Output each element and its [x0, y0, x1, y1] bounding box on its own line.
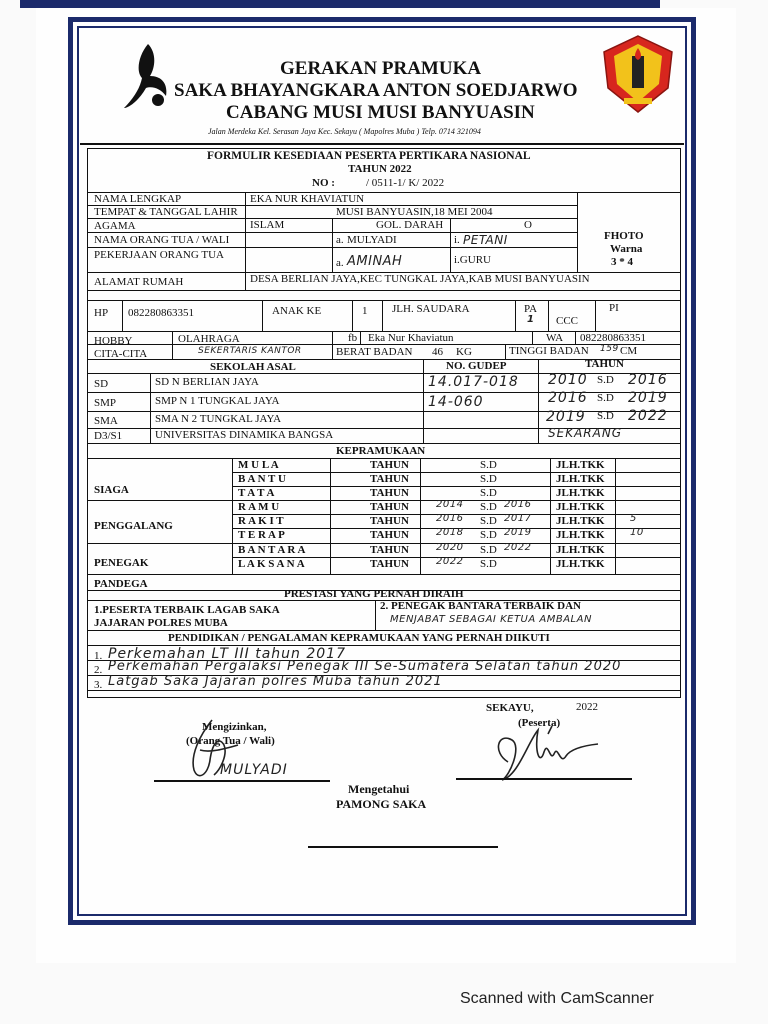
prestasi-item-2-line2: MENJABAT SEBAGAI KETUA AMBALAN [390, 614, 592, 625]
bhayangkara-emblem-icon [602, 34, 674, 114]
rule [87, 630, 681, 631]
prestasi-item-2-line1: 2. PENEGAK BANTARA TERBAIK DAN [380, 600, 581, 612]
value-nama: EKA NUR KHAVIATUN [250, 193, 365, 205]
rule [87, 290, 681, 291]
header-line-3: CABANG MUSI MUSI BANYUASIN [226, 102, 535, 123]
school-sd: S.D [597, 392, 614, 404]
rule [420, 458, 421, 574]
label-pa: PA [524, 303, 538, 315]
value-gol-darah: O [524, 219, 532, 231]
participant-sign-line [456, 778, 632, 780]
ccc: CCC [556, 315, 579, 327]
value-fb: Eka Nur Khaviatun [368, 332, 454, 344]
kep-tkk-label: JLH.TKK [556, 529, 605, 541]
rule [87, 344, 681, 345]
value-ttl: MUSI BANYUASIN,18 MEI 2004 [336, 206, 493, 218]
value-berat: 46 [432, 346, 443, 358]
value-hobby: OLAHRAGA [178, 333, 240, 345]
pendidikan-item: Perkemahan Pergalaksi Penegak III Se-Sumatera Selatan tahun 2020 [108, 659, 622, 674]
rule [375, 600, 376, 630]
school-tahun-header: TAHUN [585, 358, 624, 370]
rule [232, 472, 681, 473]
school-sd: S.D [597, 374, 614, 386]
school-level: SD [94, 378, 109, 390]
group-pandega: PANDEGA [94, 578, 148, 590]
parent-signature [180, 715, 260, 785]
sign-pamong: PAMONG SAKA [336, 797, 427, 811]
value-cita: SEKERTARIS KANTOR [198, 346, 302, 356]
form-title: FORMULIR KESEDIAAN PESERTA PERTIKARA NASIONAL [207, 150, 531, 162]
rule [150, 373, 151, 443]
sign-ortu-name: MULYADI [220, 762, 288, 778]
kep-sd-label: S.D [480, 459, 497, 471]
school-name: SMA N 2 TUNGKAL JAYA [155, 413, 282, 425]
rule [87, 690, 681, 691]
pendidikan-header: PENDIDIKAN / PENGALAMAN KEPRAMUKAAN YANG PERNAH DIIKUTI [168, 632, 550, 644]
kep-sd-label: S.D [480, 529, 497, 541]
rule [330, 458, 331, 574]
kepramukaan-header: KEPRAMUKAAN [336, 445, 426, 457]
value-anak-ke: 1 [362, 305, 368, 317]
school-header: SEKOLAH ASAL [210, 361, 296, 373]
sign-city: SEKAYU, [486, 702, 534, 714]
rule [232, 458, 233, 574]
header-line-2: SAKA BHAYANGKARA ANTON SOEDJARWO [174, 80, 578, 101]
form-no-value: / 0511-1/ K/ 2022 [366, 177, 445, 189]
kep-year-from: 2020 [436, 542, 464, 553]
school-year-from: 2019 [546, 409, 586, 425]
school-gudep-header: NO. GUDEP [446, 360, 507, 372]
label-pi: PI [609, 302, 619, 314]
rule [450, 218, 451, 272]
camscanner-watermark: Scanned with CamScanner [460, 990, 654, 1007]
rule [423, 359, 424, 443]
header-address: Jalan Merdeka Kel. Serasan Jaya Kec. Sekayu ( Mapolres Muba ) Telp. 0714 321094 [208, 127, 481, 136]
pendidikan-item: Latgab Saka Jajaran polres Muba tahun 2021 [108, 674, 443, 689]
photo-warna: Warna [610, 243, 643, 255]
kep-tkk-label: JLH.TKK [556, 501, 605, 513]
label-gol-darah: GOL. DARAH [376, 219, 444, 231]
kep-tahun-label: TAHUN [370, 487, 409, 499]
rule [352, 300, 353, 331]
kep-year-from: 2014 [436, 499, 464, 510]
kep-year-from: 2018 [436, 527, 464, 538]
kep-year-to: 2019 [504, 527, 532, 538]
label-berat: BERAT BADAN [336, 346, 413, 358]
label-nama: NAMA LENGKAP [94, 193, 182, 205]
group-siaga: SIAGA [94, 484, 129, 496]
kep-tkk-value: 10 [630, 527, 644, 538]
kep-level-name: M U L A [238, 459, 279, 471]
kep-tkk-label: JLH.TKK [556, 473, 605, 485]
header-divider [80, 143, 684, 145]
value-hp: 082280863351 [128, 307, 194, 319]
rule [515, 300, 516, 331]
sign-ortu: (Orang Tua / Wali) [186, 735, 275, 747]
rule [232, 486, 681, 487]
value-ayah: MULYADI [347, 234, 397, 246]
label-agama: AGAMA [94, 220, 136, 232]
value-ibu: PETANI [463, 233, 508, 247]
parent-sign-line [154, 780, 330, 782]
school-year-to: 2016 [628, 372, 668, 388]
value-agama: ISLAM [250, 219, 285, 231]
group-penegak: PENEGAK [94, 557, 149, 569]
school-sd: S.D [597, 410, 614, 422]
school-level: SMP [94, 397, 117, 409]
paper-edge-strip [20, 0, 660, 8]
kep-year-to: 2017 [504, 513, 532, 524]
rule [615, 458, 616, 574]
school-level: D3/S1 [94, 430, 123, 442]
school-name: SMP N 1 TUNGKAL JAYA [155, 395, 280, 407]
kep-tahun-label: TAHUN [370, 558, 409, 570]
group-penggalang: PENGGALANG [94, 520, 173, 532]
kep-level-name: L A K S A N A [238, 558, 305, 570]
rule [245, 192, 246, 272]
rule [577, 192, 578, 272]
rule [172, 331, 173, 359]
prestasi-item-1-line2: JAJARAN POLRES MUBA [94, 617, 228, 629]
kep-tahun-label: TAHUN [370, 501, 409, 513]
label-hp: HP [94, 307, 109, 319]
label-anak-ke: ANAK KE [272, 305, 322, 317]
kep-sd-label: S.D [480, 487, 497, 499]
label-ttl: TEMPAT & TANGGAL LAHIR [94, 206, 238, 218]
label-alamat: ALAMAT RUMAH [94, 276, 184, 288]
label-saudara: JLH. SAUDARA [392, 303, 470, 315]
label-tinggi: TINGGI BADAN [509, 345, 589, 357]
photo-label: FHOTO [604, 230, 644, 242]
kep-tkk-value: 5 [630, 513, 637, 524]
school-name: UNIVERSITAS DINAMIKA BANGSA [155, 429, 334, 441]
form-year: TAHUN 2022 [348, 163, 412, 175]
school-year-to: 2022 [628, 408, 668, 424]
kep-year-to: 2016 [504, 499, 532, 510]
value-tinggi: 159 [600, 344, 619, 354]
prestasi-header: PRESTASI YANG PERNAH DIRAIH [284, 588, 464, 600]
kep-level-name: R A K I T [238, 515, 284, 527]
pendidikan-num-3: 3. [94, 679, 103, 691]
rule [87, 443, 681, 444]
kep-level-name: B A N T U [238, 473, 286, 485]
label-fb: fb [348, 332, 358, 344]
school-year-from: 2010 [548, 372, 588, 388]
value-alamat: DESA BERLIAN JAYA,KEC TUNGKAL JAYA,KAB MUSI BANYUASIN [250, 273, 590, 285]
rule [87, 392, 681, 393]
label-pekerjaan: PEKERJAAN ORANG TUA [94, 249, 224, 261]
school-year-to: 2019 [628, 390, 668, 406]
kep-tkk-label: JLH.TKK [556, 515, 605, 527]
rule [550, 458, 551, 574]
label-ortu: NAMA ORANG TUA / WALI [94, 234, 230, 246]
value-pa: 1 [527, 314, 535, 325]
school-name: SD N BERLIAN JAYA [155, 376, 259, 388]
kep-year-from: 2022 [436, 556, 464, 567]
kep-tahun-label: TAHUN [370, 473, 409, 485]
photo-size: 3 * 4 [611, 256, 633, 268]
label-cita: CITA-CITA [94, 348, 148, 360]
school-year-from: SEKARANG [548, 426, 623, 440]
kep-sd-label: S.D [480, 515, 497, 527]
rule [332, 331, 333, 359]
kep-tkk-label: JLH.TKK [556, 544, 605, 556]
prestasi-item-1-line1: 1.PESERTA TERBAIK LAGAB SAKA [94, 604, 280, 616]
sign-mengetahui: Mengetahui [348, 782, 410, 796]
sign-year: 2022 [576, 701, 598, 713]
rule [505, 344, 506, 359]
kep-sd-label: S.D [480, 501, 497, 513]
kep-tahun-label: TAHUN [370, 515, 409, 527]
rule [382, 300, 383, 331]
ibu-prefix: i. [454, 234, 460, 246]
rule [595, 300, 596, 331]
kep-tahun-label: TAHUN [370, 529, 409, 541]
kep-level-name: T A T A [238, 487, 275, 499]
value-kerja-a: AMINAH [347, 254, 403, 269]
unit-berat: KG [456, 346, 472, 358]
kep-year-from: 2016 [436, 513, 464, 524]
kep-tkk-label: JLH.TKK [556, 487, 605, 499]
rule [332, 218, 333, 272]
rule [532, 331, 533, 344]
kep-level-name: B A N T A R A [238, 544, 306, 556]
kep-sd-label: S.D [480, 558, 497, 570]
ayah-prefix: a. [336, 234, 344, 246]
rule [87, 574, 681, 575]
rule [87, 300, 681, 301]
rule [87, 411, 681, 412]
rule [360, 331, 361, 344]
header-line-1: GERAKAN PRAMUKA [280, 58, 482, 79]
rule [262, 300, 263, 331]
kep-level-name: R A M U [238, 501, 280, 513]
school-gudep: 14-060 [428, 394, 484, 410]
label-wa: WA [546, 332, 564, 344]
pendidikan-num-1: 1. [94, 650, 103, 662]
sign-mengizinkan: Mengizinkan, [202, 721, 267, 733]
unit-tinggi: CM [620, 345, 638, 357]
pendidikan-num-2: 2. [94, 664, 103, 676]
kep-year-to: 2022 [504, 542, 532, 553]
school-gudep: 14.017-018 [428, 374, 519, 390]
school-level: SMA [94, 415, 118, 427]
kep-level-name: T E R A P [238, 529, 285, 541]
pamong-sign-line [308, 846, 498, 848]
sign-peserta: (Peserta) [518, 717, 561, 729]
school-year-from: 2016 [548, 390, 588, 406]
kep-tkk-label: JLH.TKK [556, 558, 605, 570]
pendidikan-item: Perkemahan LT III tahun 2017 [108, 646, 346, 662]
value-kerja-i: i.GURU [454, 254, 491, 266]
kep-tahun-label: TAHUN [370, 544, 409, 556]
rule [245, 272, 246, 290]
pramuka-tunas-logo [122, 42, 178, 114]
rule [575, 331, 576, 344]
kep-tahun-label: TAHUN [370, 459, 409, 471]
kep-sd-label: S.D [480, 473, 497, 485]
value-wa: 082280863351 [580, 332, 646, 344]
rule [548, 300, 549, 331]
label-hobby: HOBBY [94, 335, 133, 347]
rule [538, 359, 539, 443]
rule [87, 373, 681, 374]
rule [122, 300, 123, 331]
kerja-a-prefix: a. [336, 257, 344, 269]
kep-tkk-label: JLH.TKK [556, 459, 605, 471]
kep-sd-label: S.D [480, 544, 497, 556]
form-no-label: NO : [312, 177, 335, 189]
